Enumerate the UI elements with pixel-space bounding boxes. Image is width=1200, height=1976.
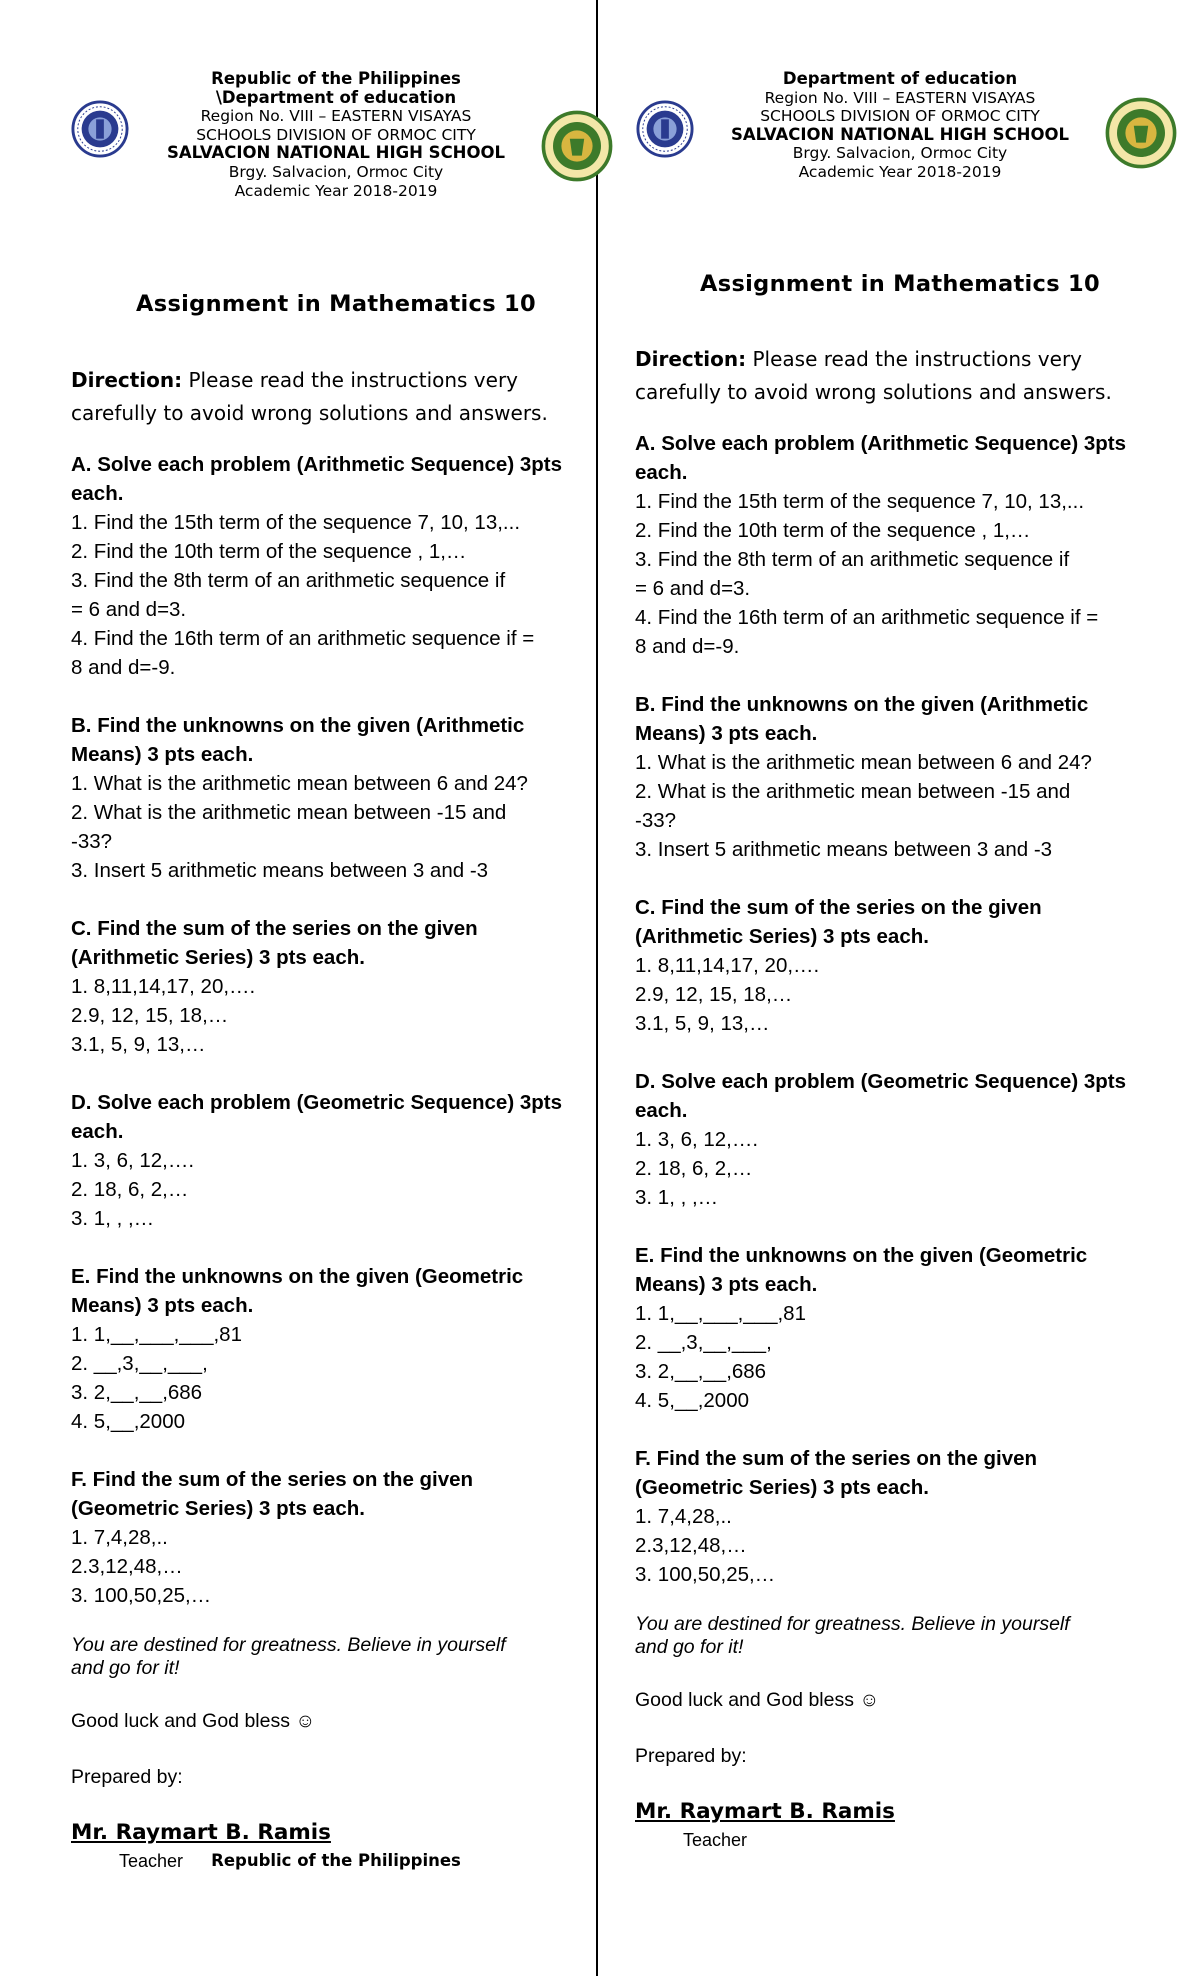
- list-item: 2. Find the 10th term of the sequence , 1,…: [71, 540, 467, 563]
- header-line: SALVACION NATIONAL HIGH SCHOOL: [730, 124, 1070, 144]
- signer-name: Mr. Raymart B. Ramis: [635, 1799, 895, 1824]
- direction-label: Direction:: [635, 347, 747, 371]
- direction-line: [635, 343, 1165, 376]
- right-copy: [635, 0, 1165, 1855]
- header-line: Republic of the Philippines: [211, 69, 461, 88]
- section-a: [71, 450, 601, 682]
- header-line: SCHOOLS DIVISION OF ORMOC CITY: [760, 107, 1040, 126]
- signer-name: Mr. Raymart B. Ramis: [71, 1820, 331, 1845]
- list-item: 3. Insert 5 arithmetic means between 3 and -3: [71, 859, 489, 882]
- list-item: 4. 5,__,2000: [635, 1389, 749, 1412]
- list-item: 4. Find the 16th term of an arithmetic sequence if =: [635, 606, 1099, 629]
- list-item: 3.1, 5, 9, 13,…: [71, 1033, 206, 1056]
- list-item: 2.3,12,48,…: [71, 1555, 183, 1578]
- list-item: = 6 and d=3.: [635, 577, 751, 600]
- section-heading: each.: [635, 1099, 688, 1122]
- section-b: [635, 690, 1165, 864]
- section-heading: F. Find the sum of the series on the given: [635, 1447, 1038, 1470]
- list-item: 2. 18, 6, 2,…: [635, 1157, 753, 1180]
- header-text: [71, 70, 601, 200]
- section-heading: B. Find the unknowns on the given (Arithmetic: [635, 693, 1089, 716]
- section-c: [71, 914, 601, 1059]
- list-item: 8 and d=-9.: [635, 635, 740, 658]
- section-e: [635, 1241, 1165, 1415]
- list-item: 2.9, 12, 15, 18,…: [71, 1004, 229, 1027]
- list-item: 3. 100,50,25,…: [635, 1563, 776, 1586]
- section-heading: E. Find the unknowns on the given (Geometric: [635, 1244, 1088, 1267]
- section-d: [71, 1088, 601, 1233]
- list-item: 2. __,3,__,___,: [71, 1352, 208, 1375]
- signer-role: Teacher: [119, 1851, 184, 1871]
- assignment-body: [71, 364, 601, 1876]
- motto: [635, 1613, 1165, 1659]
- list-item: 3.1, 5, 9, 13,…: [635, 1012, 770, 1035]
- list-item: 3. 2,__,__,686: [635, 1360, 767, 1383]
- list-item: 1. 7,4,28,..: [71, 1526, 168, 1549]
- list-item: 3. Insert 5 arithmetic means between 3 and -3: [635, 838, 1053, 861]
- section-f: [635, 1444, 1165, 1589]
- list-item: -33?: [71, 830, 113, 853]
- section-heading: C. Find the sum of the series on the given: [71, 917, 478, 940]
- header-line: Region No. VIII – EASTERN VISAYAS: [764, 88, 1036, 107]
- direction-text: Please read the instructions very: [182, 368, 519, 392]
- signer-role: Teacher: [683, 1830, 748, 1850]
- section-heading: C. Find the sum of the series on the given: [635, 896, 1042, 919]
- header-line: Brgy. Salvacion, Ormoc City: [792, 144, 1008, 163]
- section-heading: (Arithmetic Series) 3 pts each.: [71, 946, 365, 969]
- list-item: 2.9, 12, 15, 18,…: [635, 983, 793, 1006]
- list-item: 1. 8,11,14,17, 20,….: [635, 954, 820, 977]
- assignment-body: [635, 343, 1165, 1855]
- list-item: -33?: [635, 809, 677, 832]
- direction-text: Please read the instructions very: [746, 347, 1083, 371]
- motto-line: You are destined for greatness. Believe in yourself: [635, 1613, 1070, 1635]
- list-item: 4. Find the 16th term of an arithmetic sequence if =: [71, 627, 535, 650]
- section-heading: D. Solve each problem (Geometric Sequence) 3pts: [71, 1091, 563, 1114]
- section-heading: A. Solve each problem (Arithmetic Sequence) 3pts: [635, 432, 1126, 455]
- header-text: [635, 70, 1165, 182]
- header-line: Brgy. Salvacion, Ormoc City: [228, 162, 444, 181]
- list-item: 1. What is the arithmetic mean between 6 and 24?: [635, 751, 1092, 774]
- list-item: 2. What is the arithmetic mean between -15 and: [635, 780, 1071, 803]
- list-item: 1. What is the arithmetic mean between 6 and 24?: [71, 772, 528, 795]
- list-item: 3. Find the 8th term of an arithmetic sequence if: [635, 548, 1070, 571]
- section-heading: E. Find the unknowns on the given (Geometric: [71, 1265, 524, 1288]
- school-header: [635, 70, 1165, 198]
- section-heading: each.: [71, 1120, 124, 1143]
- section-heading: A. Solve each problem (Arithmetic Sequence) 3pts: [71, 453, 562, 476]
- list-item: 1. 8,11,14,17, 20,….: [71, 975, 256, 998]
- section-heading: F. Find the sum of the series on the given: [71, 1468, 474, 1491]
- list-item: 1. 1,__,___,___,81: [635, 1302, 806, 1325]
- list-item: 1. Find the 15th term of the sequence 7, 10, 13,...: [71, 511, 521, 534]
- list-item: = 6 and d=3.: [71, 598, 187, 621]
- list-item: 8 and d=-9.: [71, 656, 176, 679]
- header-line: Academic Year 2018-2019: [234, 181, 438, 200]
- header-line: \Department of education: [215, 87, 457, 107]
- motto: [71, 1634, 601, 1680]
- section-heading: Means) 3 pts each.: [71, 1294, 254, 1317]
- list-item: 2. What is the arithmetic mean between -15 and: [71, 801, 507, 824]
- school-seal-icon: [541, 110, 613, 182]
- section-b: [71, 711, 601, 885]
- good-luck-text: Good luck and God bless ☺: [635, 1689, 880, 1711]
- section-heading: Means) 3 pts each.: [635, 722, 818, 745]
- list-item: 3. 2,__,__,686: [71, 1381, 203, 1404]
- section-heading: B. Find the unknowns on the given (Arithmetic: [71, 714, 525, 737]
- list-item: 1. 3, 6, 12,….: [635, 1128, 759, 1151]
- header-line: SCHOOLS DIVISION OF ORMOC CITY: [196, 125, 476, 144]
- list-item: 3. 100,50,25,…: [71, 1584, 212, 1607]
- page-title: Assignment in Mathematics 10: [700, 271, 1100, 297]
- header-line: SALVACION NATIONAL HIGH SCHOOL: [166, 143, 506, 163]
- section-d: [635, 1067, 1165, 1212]
- motto-line: You are destined for greatness. Believe in yourself: [71, 1634, 506, 1656]
- page-title: Assignment in Mathematics 10: [136, 291, 536, 317]
- list-item: 1. 3, 6, 12,….: [71, 1149, 195, 1172]
- list-item: 3. 1, , ,…: [71, 1207, 155, 1230]
- prepared-by-label: Prepared by:: [635, 1745, 747, 1767]
- header-line: Academic Year 2018-2019: [798, 162, 1002, 181]
- list-item: 2. Find the 10th term of the sequence , 1,…: [635, 519, 1031, 542]
- section-e: [71, 1262, 601, 1436]
- section-heading: Means) 3 pts each.: [635, 1273, 818, 1296]
- list-item: 1. Find the 15th term of the sequence 7, 10, 13,...: [635, 490, 1085, 513]
- prepared-by-label: Prepared by:: [71, 1766, 183, 1788]
- section-heading: (Geometric Series) 3 pts each.: [71, 1497, 365, 1520]
- list-item: 4. 5,__,2000: [71, 1410, 185, 1433]
- motto-line: and go for it!: [635, 1636, 744, 1658]
- good-luck-text: Good luck and God bless ☺: [71, 1710, 316, 1732]
- section-c: [635, 893, 1165, 1038]
- section-heading: (Geometric Series) 3 pts each.: [635, 1476, 929, 1499]
- section-heading: each.: [635, 461, 688, 484]
- list-item: 2. __,3,__,___,: [635, 1331, 772, 1354]
- header-line: Region No. VIII – EASTERN VISAYAS: [200, 107, 472, 126]
- list-item: 2. 18, 6, 2,…: [71, 1178, 189, 1201]
- list-item: 1. 7,4,28,..: [635, 1505, 732, 1528]
- section-heading: Means) 3 pts each.: [71, 743, 254, 766]
- section-a: [635, 429, 1165, 661]
- list-item: 3. 1, , ,…: [635, 1186, 719, 1209]
- list-item: 2.3,12,48,…: [635, 1534, 747, 1557]
- section-f: [71, 1465, 601, 1610]
- left-copy: [71, 0, 601, 1876]
- school-seal-icon: [1105, 97, 1177, 169]
- footer-republic-line: Republic of the Philippines: [211, 1851, 461, 1870]
- direction-label: Direction:: [71, 368, 183, 392]
- direction-line-2: carefully to avoid wrong solutions and answers.: [71, 401, 548, 425]
- list-item: 3. Find the 8th term of an arithmetic sequence if: [71, 569, 506, 592]
- header-line: Department of education: [782, 69, 1018, 88]
- section-heading: each.: [71, 482, 124, 505]
- section-heading: (Arithmetic Series) 3 pts each.: [635, 925, 929, 948]
- section-heading: D. Solve each problem (Geometric Sequence) 3pts: [635, 1070, 1127, 1093]
- school-header: [71, 70, 601, 198]
- direction-line-2: carefully to avoid wrong solutions and answers.: [635, 380, 1112, 404]
- motto-line: and go for it!: [71, 1657, 180, 1679]
- list-item: 1. 1,__,___,___,81: [71, 1323, 242, 1346]
- direction-line: [71, 364, 601, 397]
